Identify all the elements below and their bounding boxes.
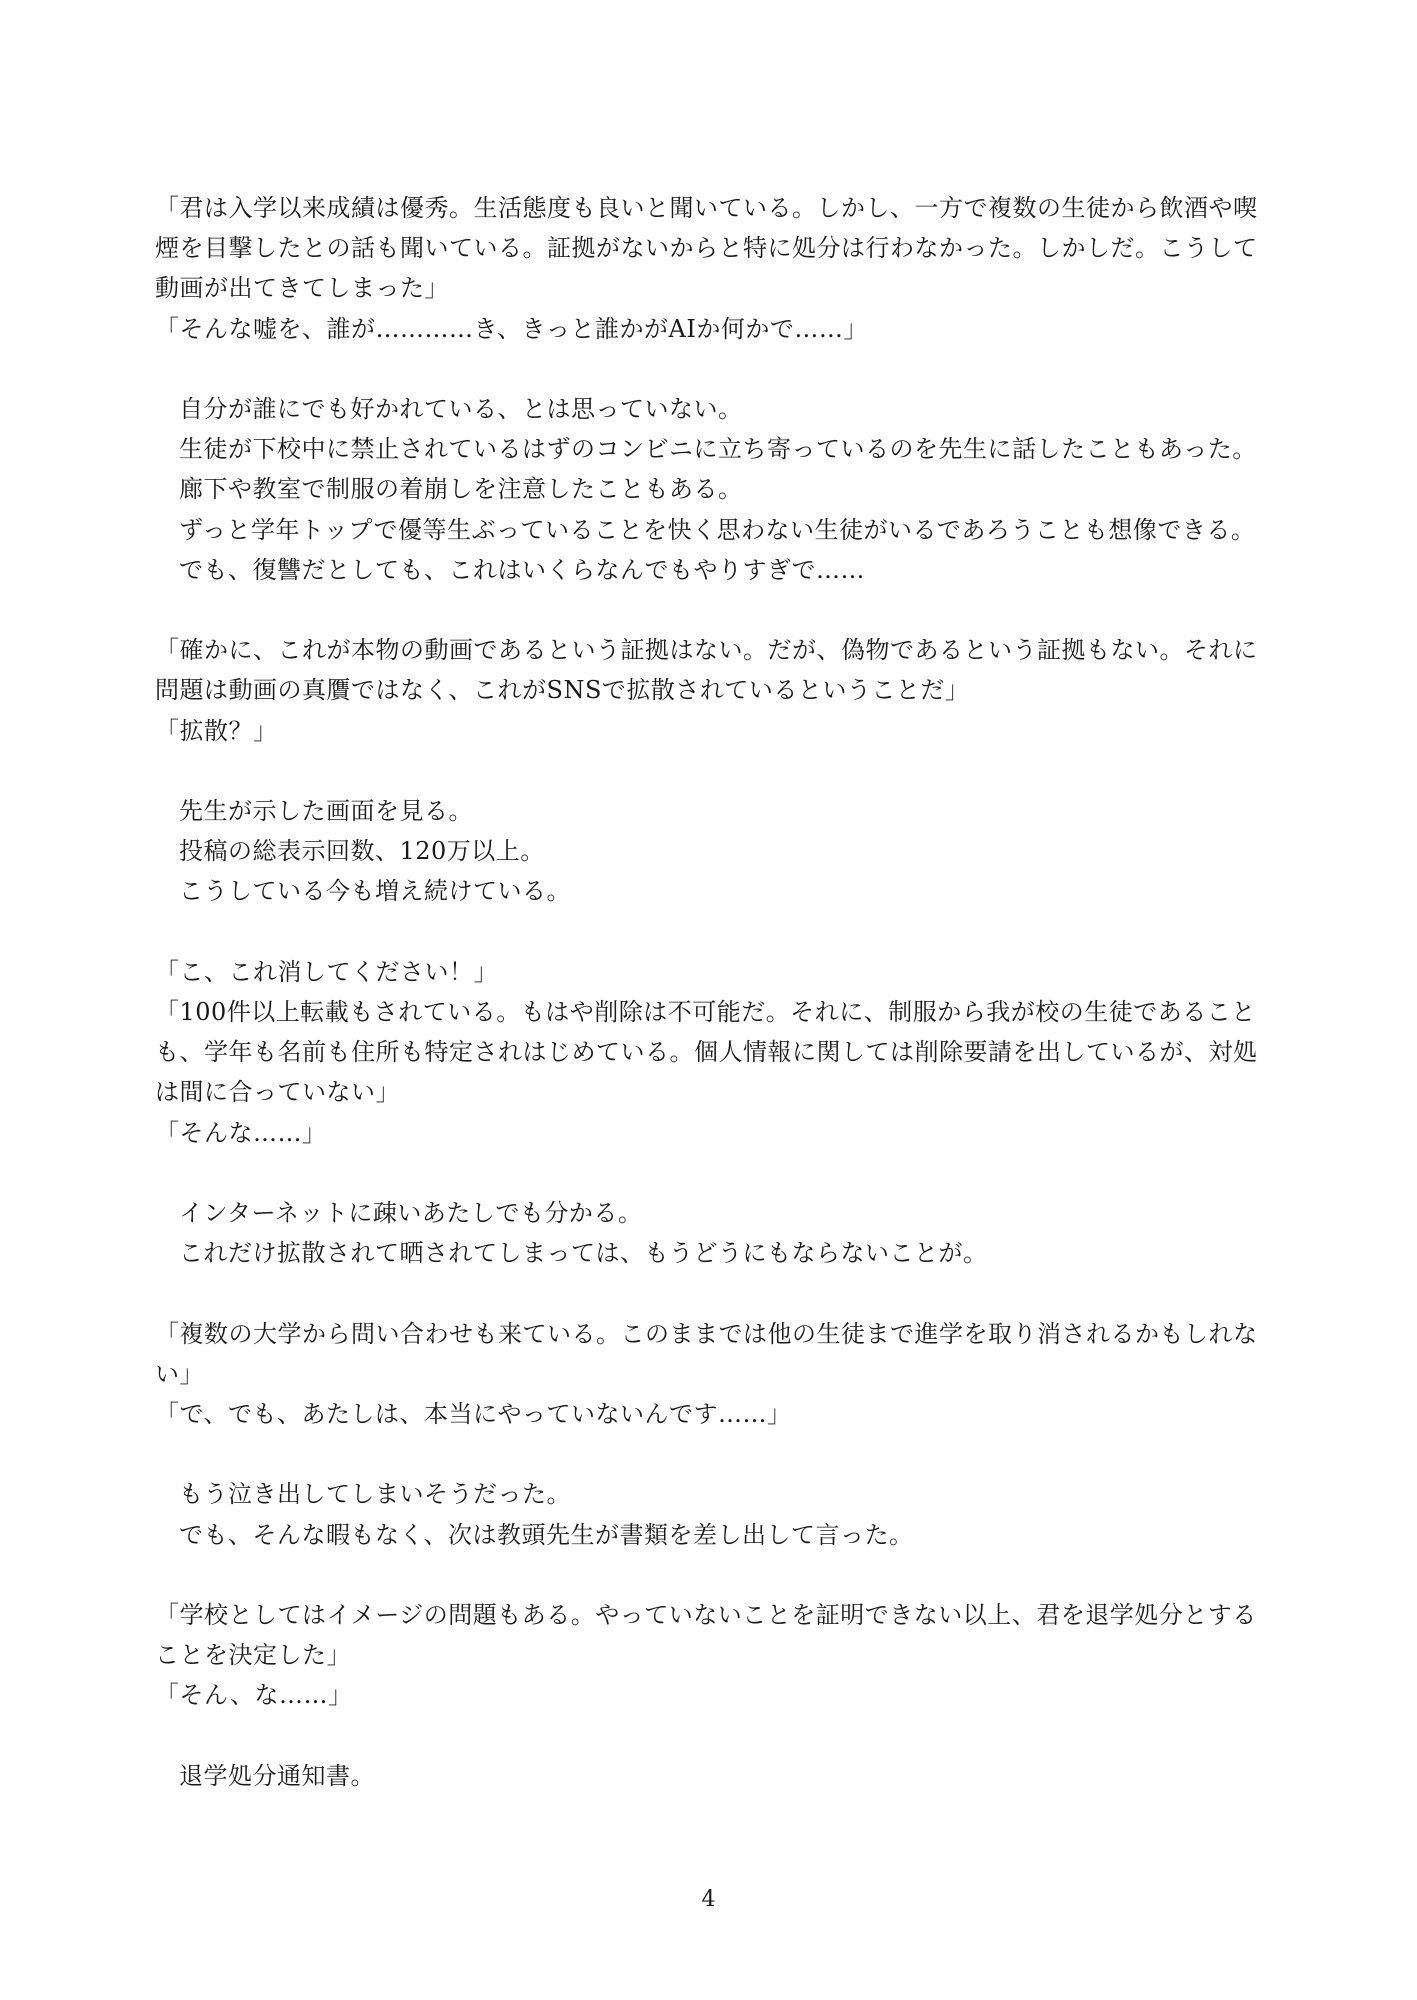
- narration-paragraph: これだけ拡散されて晒されてしまっては、もうどうにもならないことが。: [179, 1239, 988, 1268]
- dialog-paragraph: 「こ、これ消してください！」: [155, 957, 498, 986]
- dialog-paragraph: 「拡散？」: [155, 716, 278, 745]
- page-number: 4: [701, 1887, 716, 1912]
- blank-line: [155, 1716, 1263, 1756]
- narration-paragraph: こうしている今も増え続けている。: [179, 877, 571, 906]
- dialog-paragraph: 「学校としてはイメージの問題もある。やっていないことを証明できない以上、君を退学処分とすることを決定した」: [155, 1600, 1257, 1670]
- dialog-paragraph: 「そん、な……」: [155, 1681, 353, 1710]
- narration-paragraph: 自分が誰にでも好かれている、とは思っていない。: [179, 395, 743, 423]
- narration-paragraph: でも、復讐だとしても、これはいくらなんでもやりすぎで……: [179, 555, 865, 584]
- dialog-paragraph: 「確かに、これが本物の動画であるという証拠はない。だが、偽物であるという証拠もない。それに問題は動画の真贋ではなく、これがSNSで拡散されているということだ」: [155, 636, 1258, 705]
- dialog-paragraph: 「そんな……」: [155, 1118, 327, 1147]
- blank-line: [155, 1555, 1263, 1595]
- narration-paragraph: 生徒が下校中に禁止されているはずのコンビニに立ち寄っているのを先生に話したこともあった。: [179, 435, 1257, 464]
- dialog-paragraph: 「複数の大学から問い合わせも来ている。このままでは他の生徒まで進学を取り消されるかもしれない」: [155, 1319, 1258, 1388]
- blank-line: [155, 751, 1263, 791]
- dialog-paragraph: 「100件以上転載もされている。もはや削除は不可能だ。それに、制服から我が校の生徒であることも、学年も名前も住所も特定されはじめている。個人情報に関しては削除要請を出しているが、対処は間に合っていない」: [155, 998, 1258, 1107]
- blank-line: [155, 912, 1263, 952]
- page-body: [155, 188, 1263, 1796]
- narration-paragraph: 廊下や教室で制服の着崩しを注意したこともある。: [179, 475, 743, 504]
- blank-line: [155, 349, 1263, 389]
- blank-line: [155, 1434, 1263, 1474]
- narration-paragraph: でも、そんな暇もなく、次は教頭先生が書類を差し出して言った。: [179, 1520, 914, 1549]
- blank-line: [155, 1153, 1263, 1193]
- narration-paragraph: 退学処分通知書。: [179, 1761, 375, 1790]
- blank-line: [155, 1273, 1263, 1313]
- dialog-paragraph: 「そんな嘘を、誰が…………き、きっと誰かがAIか何かで……」: [155, 314, 868, 343]
- dialog-paragraph: 「で、でも、あたしは、本当にやっていないんです……」: [155, 1400, 792, 1428]
- narration-paragraph: もう泣き出してしまいそうだった。: [179, 1480, 571, 1509]
- narration-paragraph: インターネットに疎いあたしでも分かる。: [179, 1199, 643, 1227]
- narration-paragraph: 投稿の総表示回数、120万以上。: [179, 837, 545, 866]
- dialog-paragraph: 「君は入学以来成績は優秀。生活態度も良いと聞いている。しかし、一方で複数の生徒から飲酒や喫煙を目撃したとの話も聞いている。証拠がないからと特に処分は行わなかった。しかしだ。こうして動画が出てきてしまった」: [155, 194, 1258, 303]
- narration-paragraph: 先生が示した画面を見る。: [179, 797, 473, 825]
- narration-paragraph: ずっと学年トップで優等生ぶっていることを快く思わない生徒がいるであろうことも想像できる。: [179, 515, 1256, 544]
- blank-line: [155, 590, 1263, 630]
